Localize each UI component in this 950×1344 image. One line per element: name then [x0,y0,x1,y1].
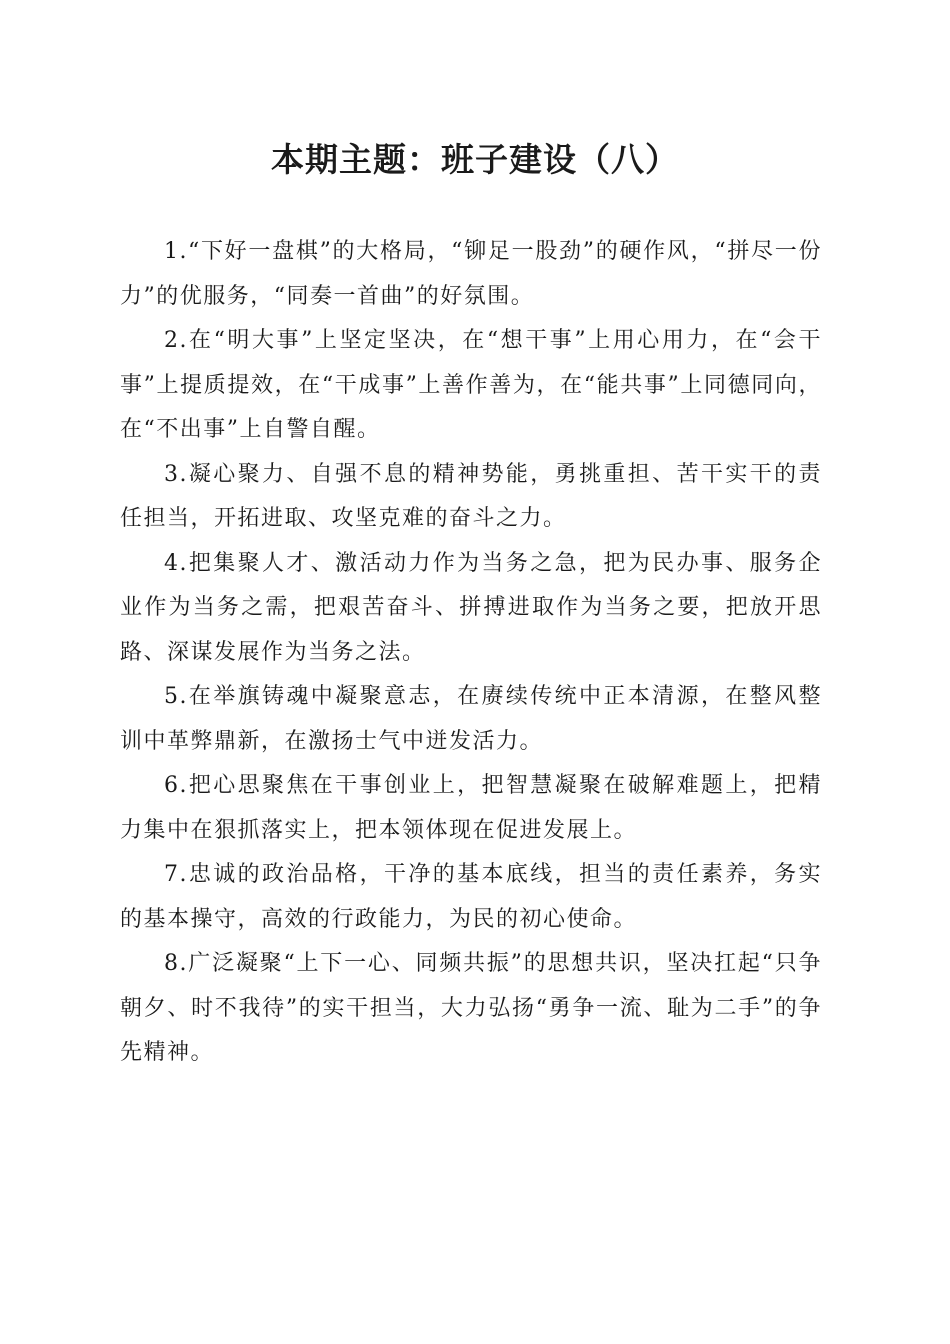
paragraph-6: 6.把心思聚焦在干事创业上，把智慧凝聚在破解难题上，把精力集中在狠抓落实上，把本领体现在促进发展上。 [120,773,822,843]
paragraph-7: 7.忠诚的政治品格，干净的基本底线，担当的责任素养，务实的基本操守，高效的行政能力，为民的初心使命。 [120,862,822,932]
page-title: 本期主题：班子建设（八） [271,140,679,179]
paragraph-8: 8.广泛凝聚“上下一心、同频共振”的思想共识，坚决扛起“只争朝夕、时不我待”的实干担当，大力弘扬“勇争一流、耻为二手”的争先精神。 [120,951,822,1065]
paragraph-4: 4.把集聚人才、激活动力作为当务之急，把为民办事、服务企业作为当务之需，把艰苦奋斗、拼搏进取作为当务之要，把放开思路、深谋发展作为当务之法。 [120,550,822,665]
paragraph-2: 2.在“明大事”上坚定坚决，在“想干事”上用心用力，在“会干事”上提质提效，在“干成事”上善作善为，在“能共事”上同德同向，在“不出事”上自警自醒。 [120,328,822,442]
document-body [120,230,822,1076]
paragraph-1: 1.“下好一盘棋”的大格局，“铆足一股劲”的硬作风，“拼尽一份力”的优服务，“同奏一首曲”的好氛围。 [120,239,822,309]
paragraph-5: 5.在举旗铸魂中凝聚意志，在赓续传统中正本清源，在整风整训中革弊鼎新，在激扬士气中迸发活力。 [120,684,822,754]
paragraph-3: 3.凝心聚力、自强不息的精神势能，勇挑重担、苦干实干的责任担当，开拓进取、攻坚克难的奋斗之力。 [120,461,822,531]
